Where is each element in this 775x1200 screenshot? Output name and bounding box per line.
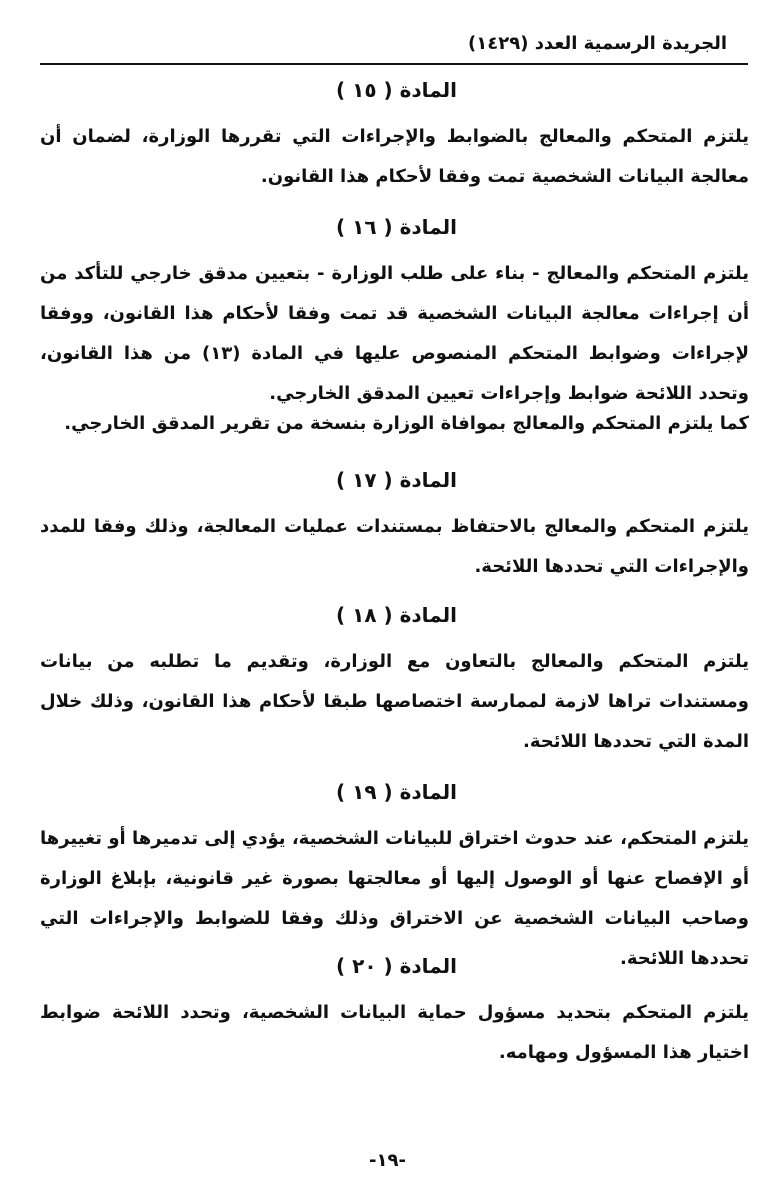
article-16 bbox=[40, 212, 753, 444]
article-heading: المادة ( ٢٠ ) bbox=[336, 954, 457, 978]
article-heading: المادة ( ١٥ ) bbox=[336, 78, 457, 102]
page-number: -١٩- bbox=[369, 1150, 406, 1171]
article-text: يلتزم المتحكم والمعالج بالضوابط والإجراءات التي تقررها الوزارة، لضمان أن معالجة البيانات الشخصية تمت وفقا لأحكام هذا القانون. bbox=[40, 126, 749, 187]
article-20 bbox=[40, 951, 753, 1073]
header-rule bbox=[40, 63, 748, 65]
article-heading: المادة ( ١٨ ) bbox=[336, 603, 457, 627]
article-18 bbox=[40, 600, 753, 762]
article-text: يلتزم المتحكم والمعالج بالاحتفاظ بمستندات عمليات المعالجة، وذلك وفقا للمدد والإجراءات التي تحددها اللائحة. bbox=[40, 516, 749, 577]
article-note: كما يلتزم المتحكم والمعالج بموافاة الوزارة بنسخة من تقرير المدقق الخارجي. bbox=[64, 413, 749, 434]
article-text: يلتزم المتحكم، عند حدوث اختراق للبيانات الشخصية، يؤدي إلى تدميرها أو تغييرها أو الإفصاح عنها أو الوصول إليها أو معالجتها بصورة غير قانونية، بإبلاغ الوزارة وصاحب البيانات الشخصية عن الاختراق وذلك وفقا للضوابط والإجراءات التي تحددها اللائحة. bbox=[40, 828, 749, 969]
article-15 bbox=[40, 75, 753, 197]
article-19 bbox=[40, 777, 753, 979]
article-17 bbox=[40, 465, 753, 587]
article-text: يلتزم المتحكم بتحديد مسؤول حماية البيانات الشخصية، وتحدد اللائحة ضوابط اختيار هذا المسؤول ومهامه. bbox=[40, 1002, 749, 1063]
running-header: الجريدة الرسمية العدد (١٤٢٩) bbox=[468, 33, 727, 54]
article-heading: المادة ( ١٧ ) bbox=[336, 468, 457, 492]
article-text: يلتزم المتحكم والمعالج - بناء على طلب الوزارة - بتعيين مدقق خارجي للتأكد من أن إجراءات معالجة البيانات الشخصية قد تمت وفقا لأحكام هذا القانون، ووفقا لإجراءات وضوابط المتحكم المنصوص عليها في المادة (١٣) من هذا القانون، وتحدد اللائحة ضوابط وإجراءات تعيين المدقق الخارجي. bbox=[40, 263, 750, 404]
article-heading: المادة ( ١٦ ) bbox=[336, 215, 457, 239]
article-heading: المادة ( ١٩ ) bbox=[336, 780, 457, 804]
article-text: يلتزم المتحكم والمعالج بالتعاون مع الوزارة، وتقديم ما تطلبه من بيانات ومستندات تراها لازمة لممارسة اختصاصها طبقا لأحكام هذا القانون، وذلك خلال المدة التي تحددها اللائحة. bbox=[40, 651, 749, 752]
